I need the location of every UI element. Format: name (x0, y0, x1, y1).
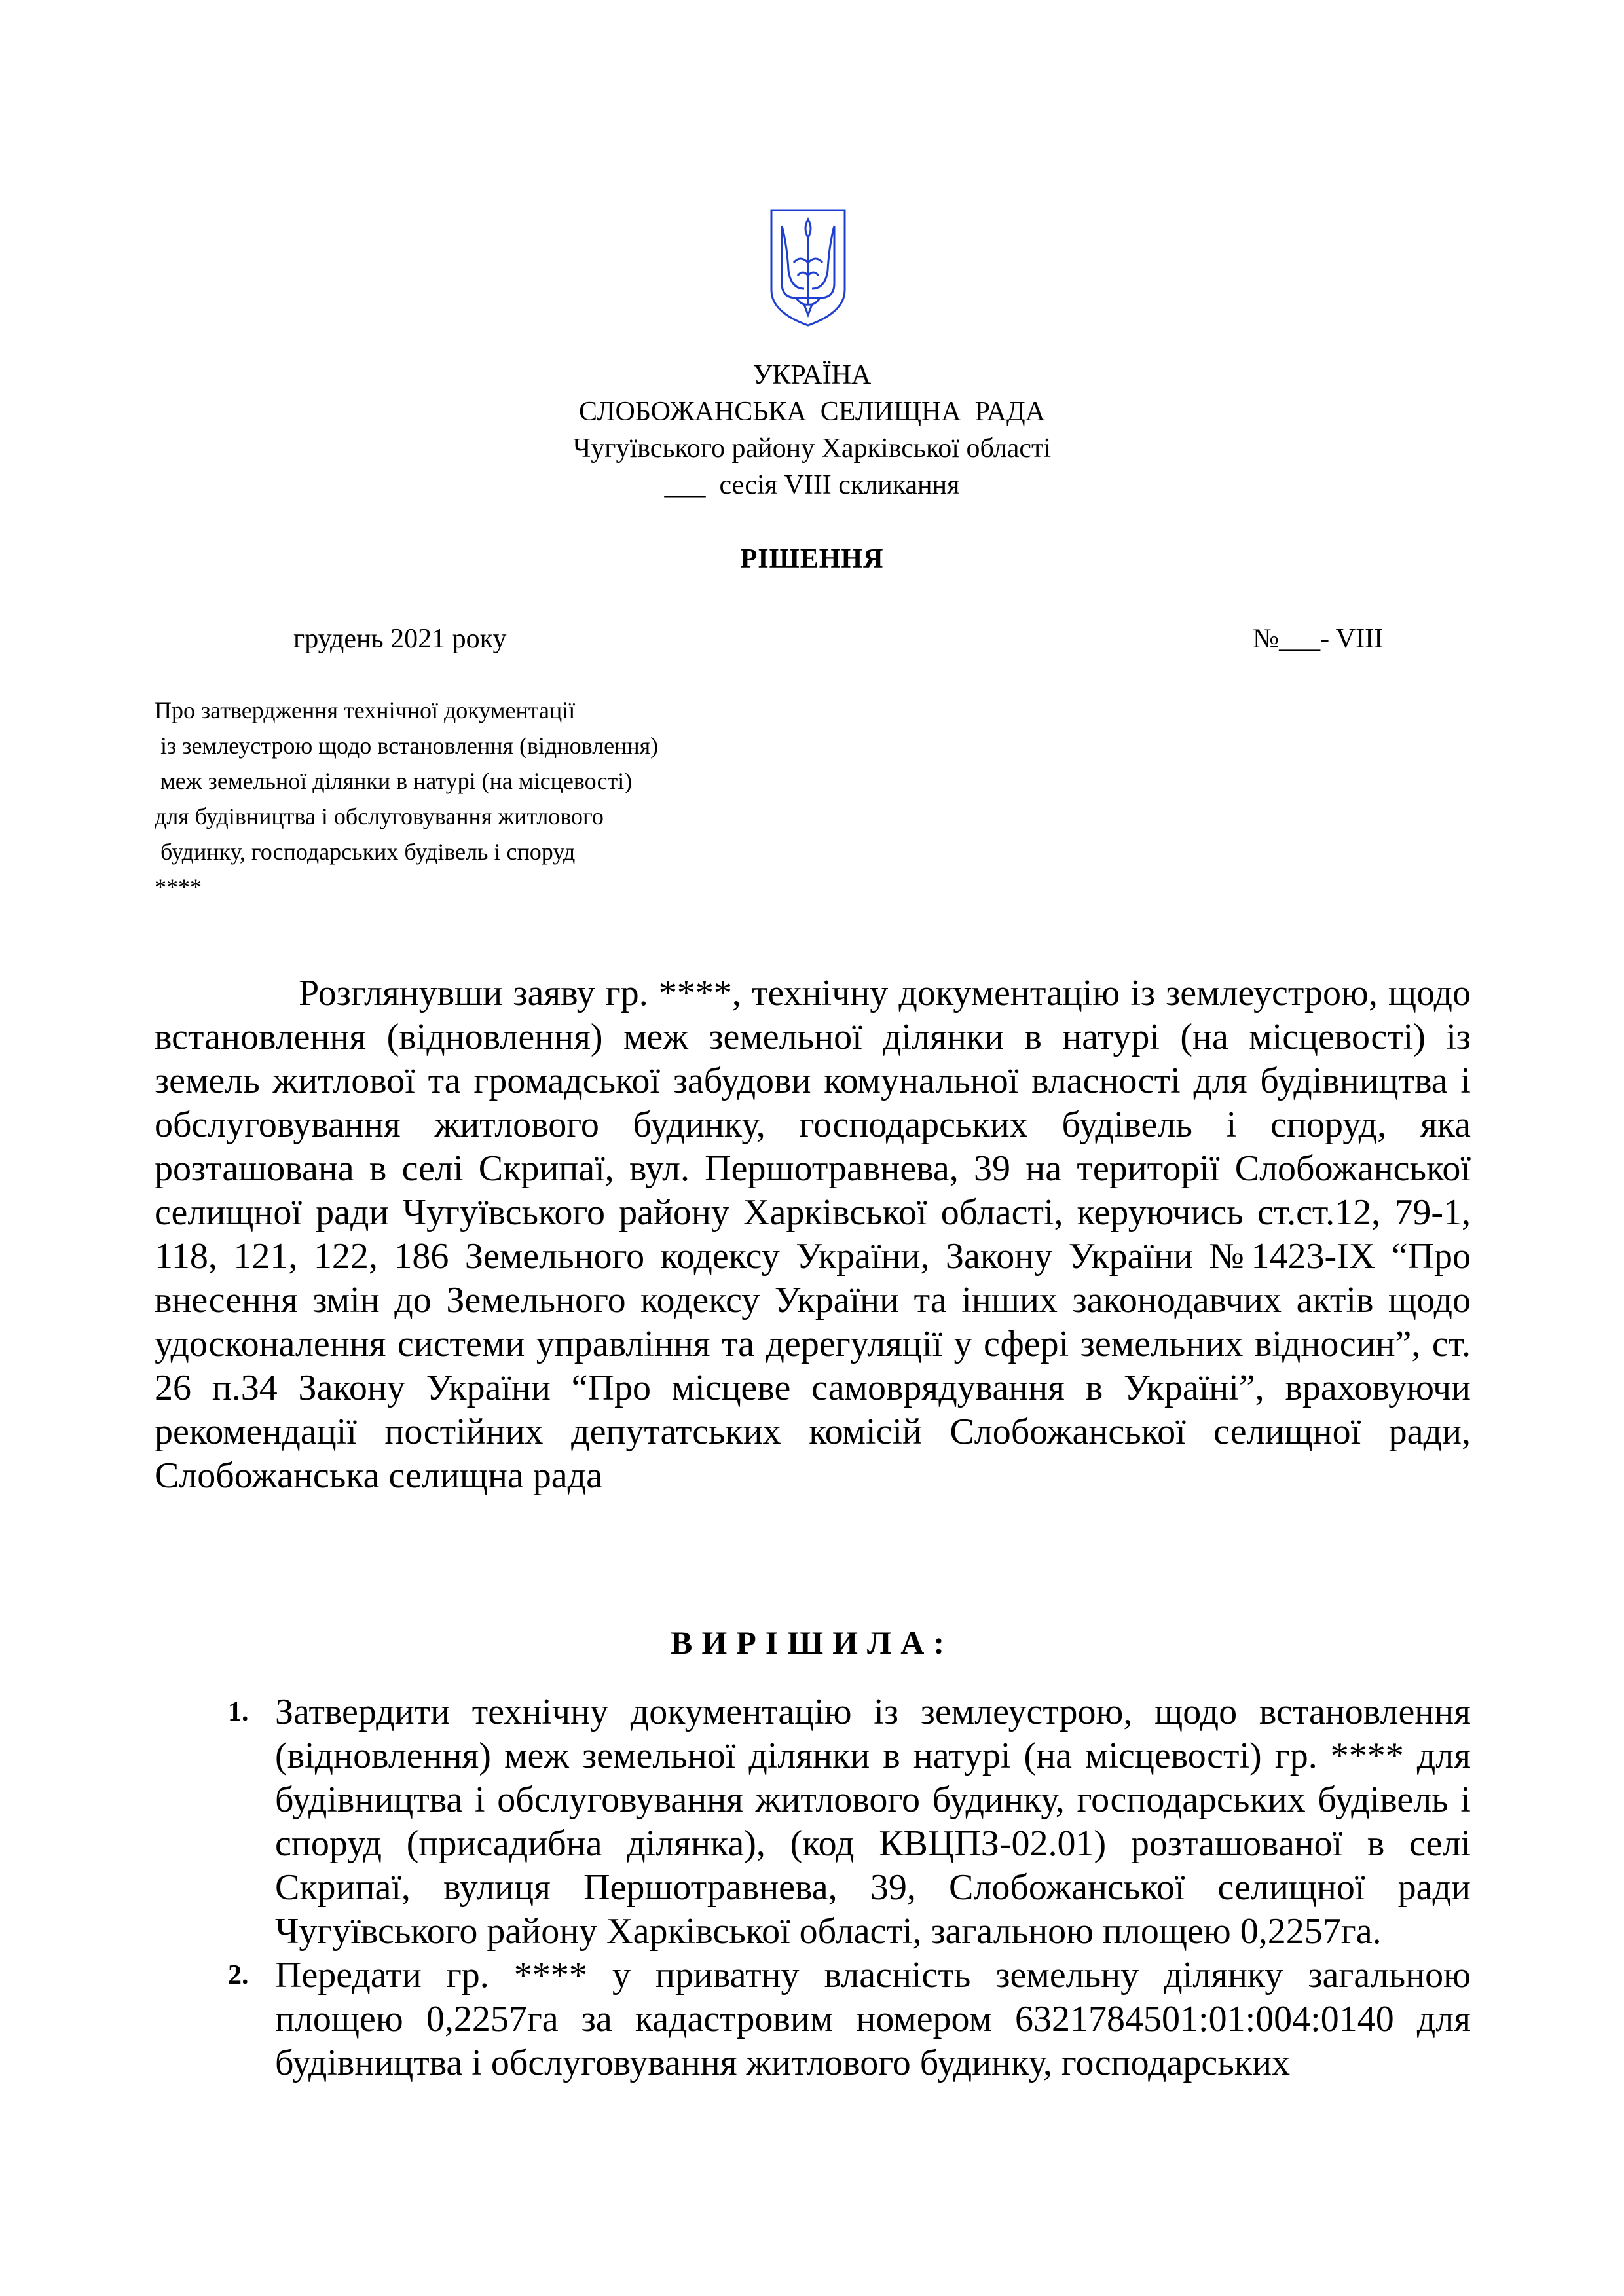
resolution-item (223, 1690, 1471, 1954)
resolution-item (223, 1954, 1471, 2085)
resolved-heading: ВИРІШИЛА: (670, 1624, 954, 1661)
document-type-title: РІШЕННЯ (740, 544, 884, 574)
subject-line: меж земельної ділянки в натурі (на місцевості) (155, 768, 633, 794)
session-line: ___ сесія VIII скликання (664, 470, 960, 500)
item-number: 2. (228, 1960, 249, 1990)
region-name: Чугуївського району Харківської області (572, 433, 1052, 464)
resolution-items (223, 1690, 1471, 2085)
item-number: 1. (228, 1697, 249, 1727)
document-header (0, 357, 1624, 503)
subject-line: Про затвердження технічної документації (155, 697, 576, 723)
council-name: СЛОБОЖАНСЬКА СЕЛИЩНА РАДА (579, 397, 1045, 427)
ukraine-trident-emblem (767, 206, 849, 328)
subject-line: для будівництва і обслуговування житлового (155, 803, 604, 829)
document-number: №___- VIII (1253, 624, 1384, 654)
item-text: Затвердити технічну документацію із землеустрою, щодо встановлення (відновлення) меж земельної ділянки в натурі (на місцевості) гр. **** для будівництва і обслуговування житлового будинку, господарських будівель і споруд (присадибна ділянка), (код КВЦПЗ-02.01) розташованої в селі Скрипаї, вулиця Першотравнева, 39, Слобожанської селищної ради Чугуївського району Харківської області, загальною площею 0,2257га. (275, 1692, 1471, 1952)
item-text: Передати гр. **** у приватну власність земельну ділянку загальною площею 0,2257га за кадастровим номером 6321784501:01:004:0140 для будівництва і обслуговування житлового будинку, господарських (275, 1955, 1471, 2083)
subject-line: із землеустрою щодо встановлення (відновлення) (155, 733, 659, 759)
subject-line: **** (155, 874, 202, 900)
preamble-paragraph: Розглянувши заяву гр. ****, технічну документацію із землеустрою, щодо встановлення (відновлення) меж земельної ділянки в натурі (на місцевості) із земель житлової та громадської забудови комунальної власності для будівництва і обслуговування житлового будинку, господарських будівель і споруд, яка розташована в селі Скрипаї, вул. Першотравнева, 39 на території Слобожанської селищної ради Чугуївського району Харківської області, керуючись ст.ст.12, 79-1, 118, 121, 122, 186 Земельного кодексу України, Закону України №1423-IX “Про внесення змін до Земельного кодексу України та інших законодавчих актів щодо удосконалення системи управління та дерегуляції у сфері земельних відносин”, ст. 26 п.34 Закону України “Про місцеве самоврядування в Україні”, враховуючи рекомендації постійних депутатських комісій Слобожанської селищної ради, Слобожанська селищна рада (155, 973, 1471, 1496)
document-date: грудень 2021 року (293, 624, 507, 654)
document-subject (155, 693, 1006, 905)
subject-line: будинку, господарських будівель і споруд (155, 839, 576, 865)
country-name: УКРАЇНА (752, 360, 872, 390)
